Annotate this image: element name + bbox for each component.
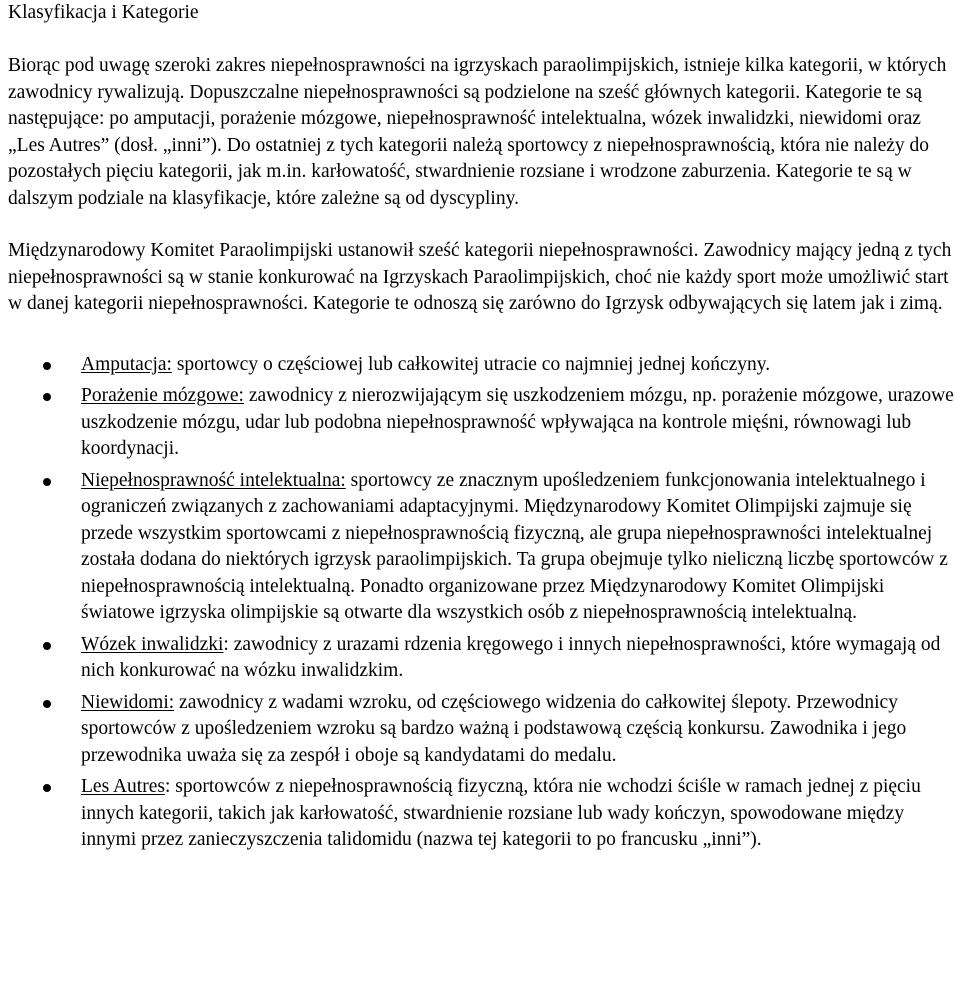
committee-paragraph: Międzynarodowy Komitet Paraolimpijski ustanowił sześć kategorii niepełnosprawności. Zawodnicy mający jedną z tych niepełnosprawności są w stanie konkurować na Igrzyskach Paraolimpijskich, choć nie każdy sport może umożliwić start w danej kategorii niepełnosprawności. Kategorie te odnoszą się zarówno do Igrzysk odbywających się latem jak i zimą. bbox=[8, 240, 952, 314]
list-item bbox=[8, 383, 958, 463]
intro-paragraph: Biorąc pod uwagę szeroki zakres niepełnosprawności na igrzyskach paraolimpijskich, istnieje kilka kategorii, w których zawodnicy rywalizują. Dopuszczalne niepełnosprawności są podzielone na sześć głównych kategorii. Kategorie te są następujące: po amputacji, porażenie mózgowe, niepełnosprawność intelektualna, wózek inwalidzki, niewidomi oraz „Les Autres” (dosł. „inni”). Do ostatniej z tych kategorii należą sportowcy z niepełnosprawnością, która nie należy do pozostałych pięciu kategorii, jak m.in. karłowatość, stwardnienie rozsiane i wrodzone zaburzenia. Kategorie te są w dalszym podziale na klasyfikacje, które zależne są od dyscypliny. bbox=[8, 55, 947, 209]
list-item bbox=[8, 632, 958, 685]
bullet-icon bbox=[43, 393, 51, 401]
category-description: zawodnicy z nierozwijającym się uszkodzeniem mózgu, np. porażenie mózgowe, urazowe uszkodzenie mózgu, udar lub podobna niepełnosprawność wpływająca na kontrole mięśni, równowagi lub koordynacji. bbox=[81, 385, 954, 459]
category-term: Niewidomi: bbox=[81, 691, 175, 713]
category-term: Niepełnosprawność intelektualna: bbox=[81, 469, 346, 491]
category-description: sportowcy ze znacznym upośledzeniem funkcjonowania intelektualnego i ograniczeń związanych z zachowaniami adaptacyjnymi. Międzynarodowy Komitet Olimpijski zajmuje się przede wszystkim sportowcami z niepełnosprawnością fizyczną, ale grupa niepełnosprawności intelektualnej została dodana do niektórych igrzysk paraolimpijskich. Ta grupa obejmuje tylko nieliczną liczbę sportowców z niepełnosprawnością intelektualną. Ponadto organizowane przez Międzynarodowy Komitet Olimpijski światowe igrzyska olimpijskie są otwarte dla wszystkich osób z niepełnosprawnością intelektualną. bbox=[81, 469, 948, 623]
category-term: Porażenie mózgowe: bbox=[81, 385, 244, 406]
category-description: : sportowców z niepełnosprawnością fizyczną, która nie wchodzi ściśle w ramach jednej z pięciu innych kategorii, takich jak karłowatość, stwardnienie rozsiane lub wady kończyn, spowodowane między innymi przez zanieczyszczenia talidomidu (nazwa tej kategorii to po francusku „inni”). bbox=[81, 776, 921, 850]
category-description: sportowcy o częściowej lub całkowitej utracie co najmniej jednej kończyny. bbox=[171, 353, 771, 375]
category-term: Les Autres bbox=[81, 776, 165, 797]
category-description: zawodnicy z wadami wzroku, od częściowego widzenia do całkowitej ślepoty. Przewodnicy sportowców z upośledzeniem wzroku są bardzo ważną i podstawową częścią konkursu. Zawodnika i jego przewodnika uważa się za zespół i oboje są kandydatami do medalu. bbox=[81, 691, 907, 766]
list-item bbox=[8, 468, 958, 627]
list-item bbox=[8, 352, 958, 379]
bullet-icon bbox=[43, 362, 51, 370]
category-term: Amputacja: bbox=[81, 353, 172, 375]
category-list bbox=[8, 352, 958, 854]
category-description: : zawodnicy z urazami rdzenia kręgowego i innych niepełnosprawności, które wymagają od nich konkurować na wózku inwalidzkim. bbox=[81, 633, 941, 681]
list-item bbox=[8, 774, 958, 854]
document-title: Klasyfikacja i Kategorie bbox=[8, 2, 199, 23]
category-term: Wózek inwalidzki bbox=[81, 633, 224, 655]
list-item bbox=[8, 690, 958, 770]
bullet-icon bbox=[43, 642, 51, 650]
bullet-icon bbox=[43, 784, 51, 792]
bullet-icon bbox=[43, 478, 51, 486]
bullet-icon bbox=[43, 700, 51, 708]
